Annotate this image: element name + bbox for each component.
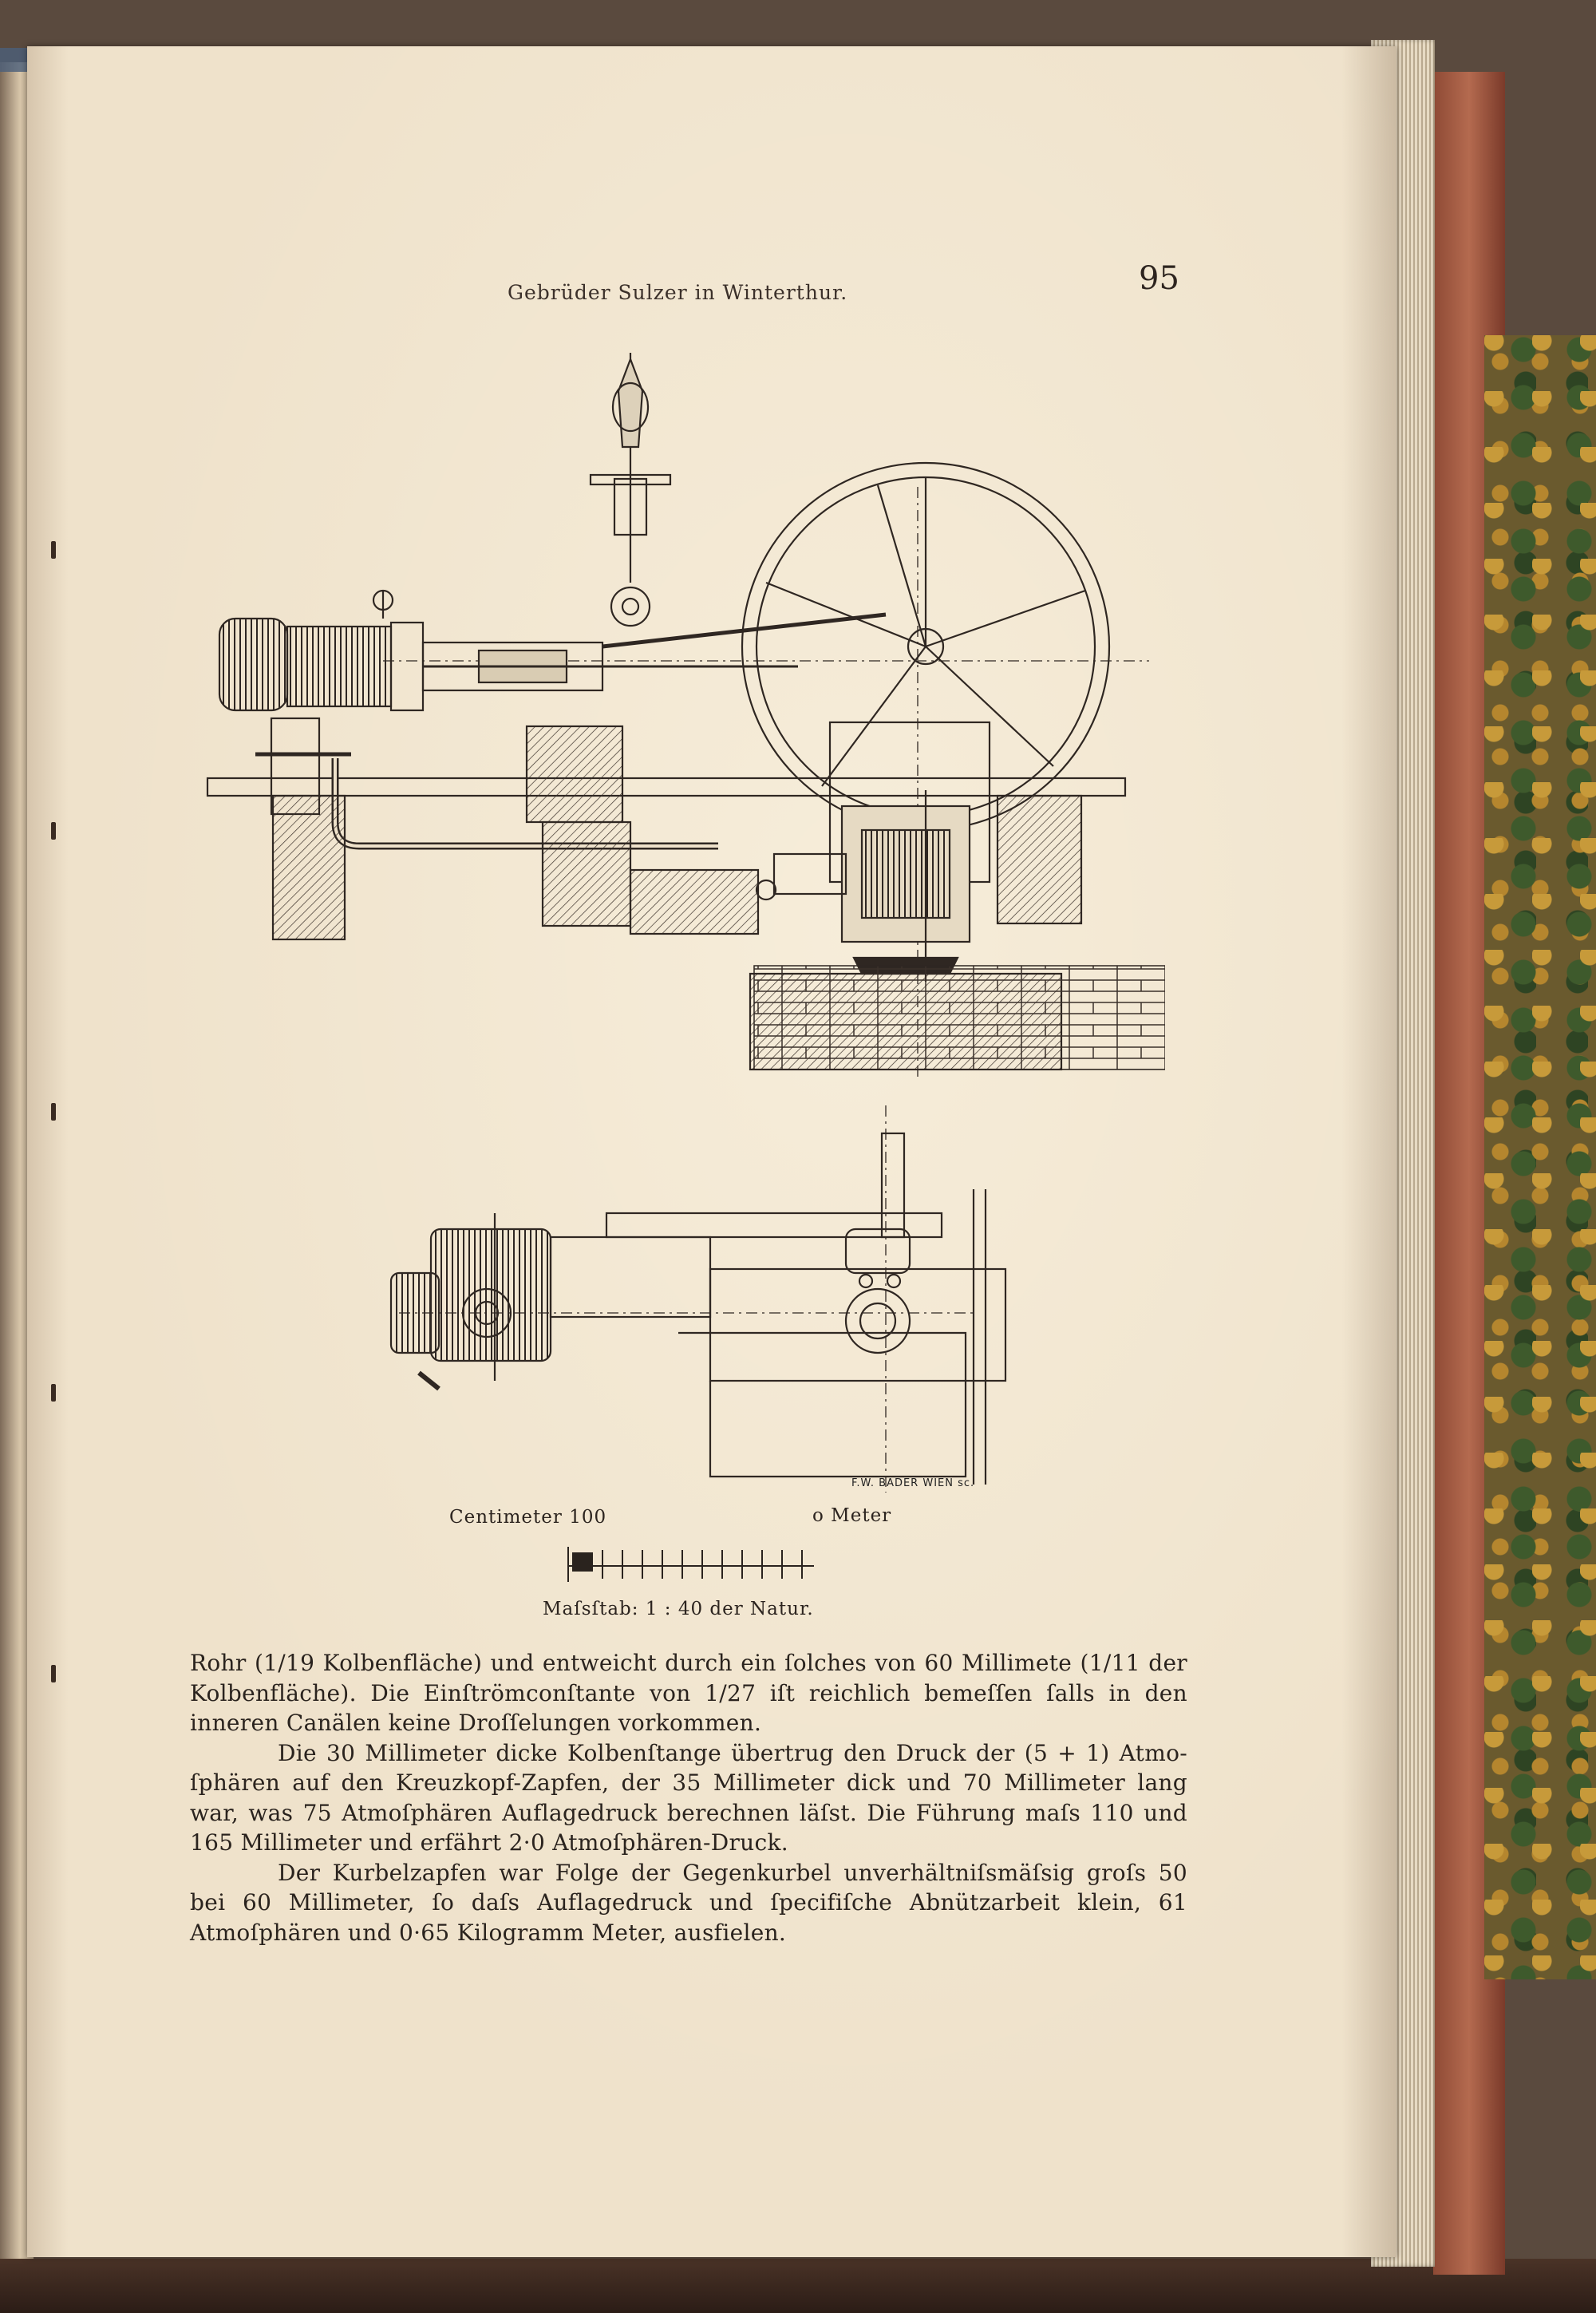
- foundation-left: [273, 796, 345, 939]
- binding-stitches: [51, 541, 59, 1738]
- running-header: Gebrüder Sulzer in Winterthur.: [508, 281, 848, 304]
- paragraph-1: Rohr (1/19 Kolbenfläche) und entweicht durch ein ſolches von 60 Millimete (1/11 der Kolbenfläche). Die Einſtrömconſtante von 1/27 iſt reichlich bemeſſen ſalls in den inneren Canälen keine Droſſelungen vorkommen.: [190, 1650, 1187, 1736]
- plan-view: [391, 1105, 1005, 1493]
- bed-plate: [207, 778, 1125, 796]
- flywheel: [742, 463, 1109, 830]
- steam-cylinder: [219, 591, 423, 710]
- engraver-mark: F.W. BADER WIEN sc.: [851, 1477, 975, 1489]
- paragraph-3: Der Kurbelzapfen war Folge der Gegenkurbel unverhältniſsmäſsig groſs 50 bei 60 Millimeter, ſo daſs Auflagedruck und ſpecifiſche Abnützarbeit klein, 61 Atmoſphären und 0·65 Kilogramm Meter, ausfielen.: [190, 1859, 1187, 1946]
- paragraph-2: Die 30 Millimeter dicke Kolbenſtange übertrug den Druck der (5 + 1) Atmo-ſphären auf den Kreuzkopf-Zapfen, der 35 Millimeter dick und 70 Millimeter lang war, was 75 Atmoſphären Auflagedruck berechnen läſst. Die Führung maſs 110 und 165 Millimeter und erfährt 2·0 Atmoſphären-Druck.: [190, 1739, 1187, 1856]
- scale-bar: [567, 1542, 822, 1587]
- air-pump: [757, 722, 990, 982]
- scale-caption: Maſsſtab: 1 : 40 der Natur.: [543, 1599, 814, 1619]
- scale-right-label: o Meter: [812, 1505, 892, 1526]
- bottom-shadow: [0, 2259, 1596, 2313]
- page-number: 95: [1139, 260, 1179, 297]
- steam-engine-drawing: [160, 343, 1165, 1588]
- scale-left-label: Centimeter 100: [449, 1507, 607, 1528]
- governor: [591, 353, 670, 626]
- body-text: [190, 1648, 1187, 1947]
- marbled-endpaper: [1484, 335, 1596, 1979]
